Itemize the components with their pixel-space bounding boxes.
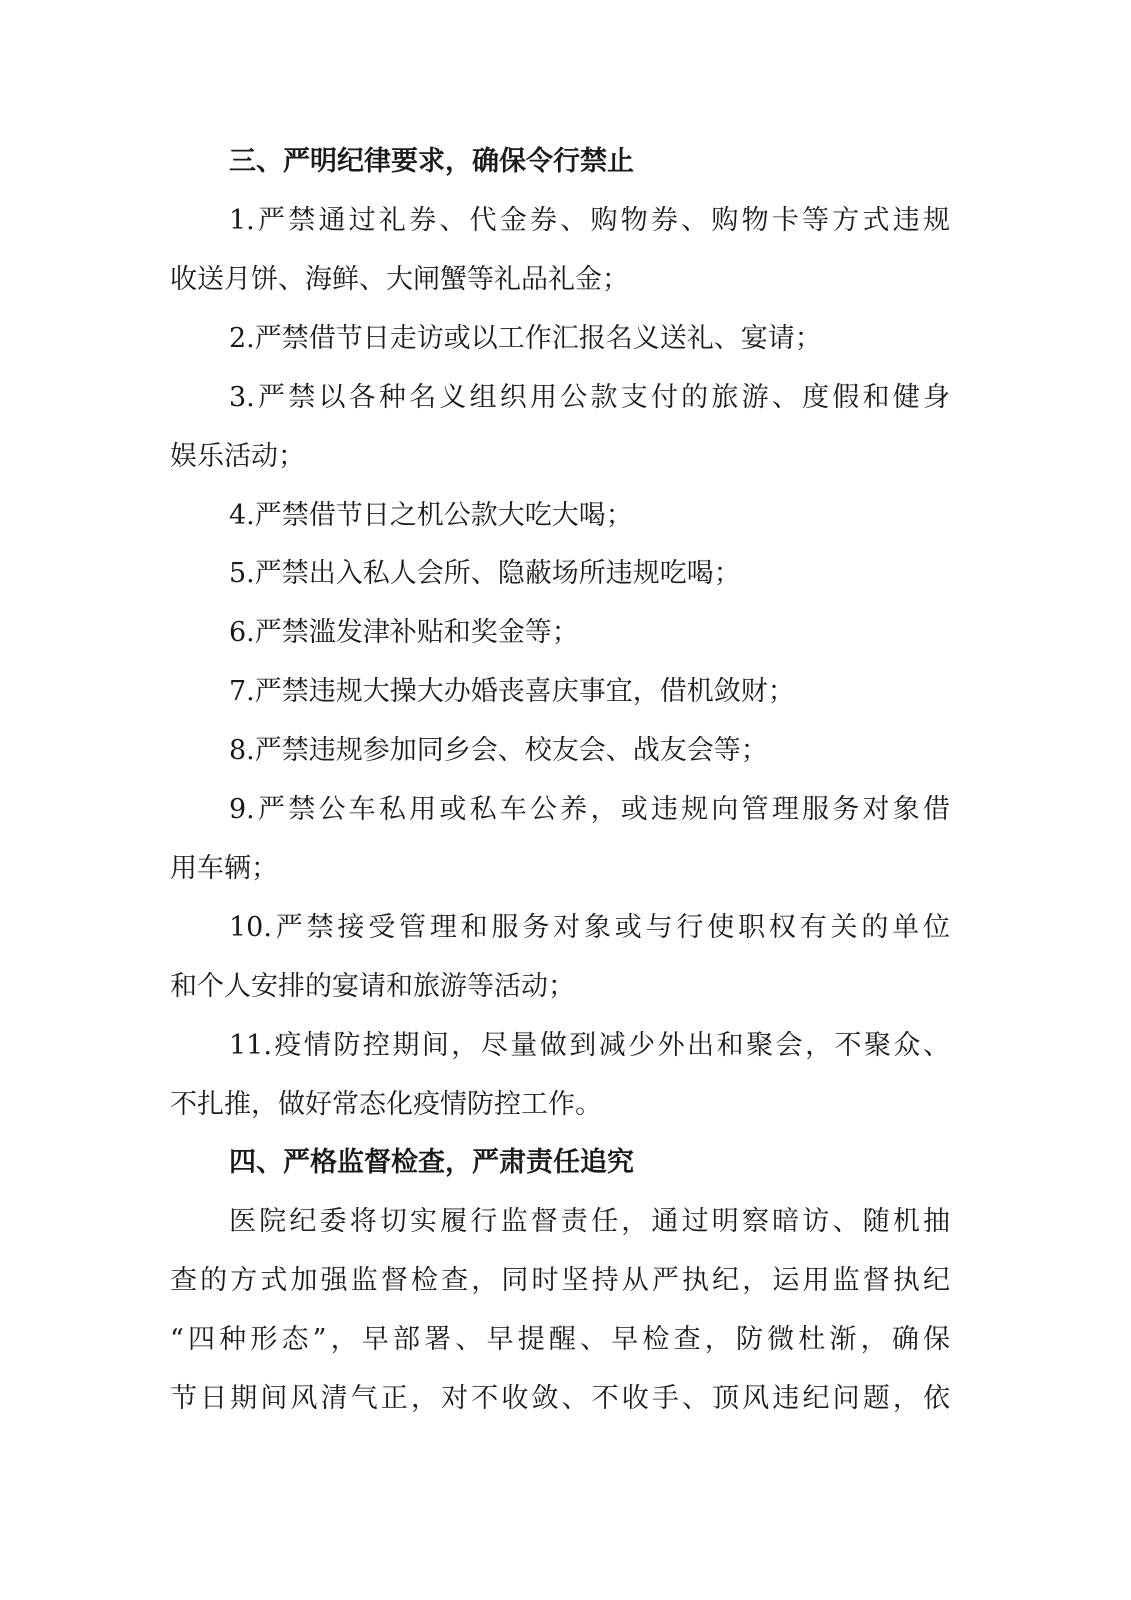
item-2-line-1: 2.严禁借节日走访或以工作汇报名义送礼、宴请； — [229, 323, 822, 354]
item-8-line-1: 8.严禁违规参加同乡会、校友会、战友会等； — [229, 735, 768, 766]
section-4-paragraph-line-1: 医院纪委将切实履行监督责任，通过明察暗访、随机抽 — [229, 1206, 950, 1237]
item-4-line-1: 4.严禁借节日之机公款大吃大喝； — [229, 500, 633, 531]
item-5-line-1: 5.严禁出入私人会所、隐蔽场所违规吃喝； — [229, 558, 741, 589]
item-11-line-2: 不扎推，做好常态化疫情防控工作。 — [170, 1089, 602, 1120]
item-11-line-1: 11.疫情防控期间，尽量做到减少外出和聚会，不聚众、 — [229, 1030, 950, 1061]
item-10-line-1: 10.严禁接受管理和服务对象或与行使职权有关的单位 — [229, 912, 950, 943]
section-4-paragraph-line-3: “四种形态”，早部署、早提醒、早检查，防微杜渐，确保 — [170, 1324, 950, 1355]
item-3-line-2: 娱乐活动； — [170, 441, 305, 472]
item-9-line-2: 用车辆； — [170, 853, 278, 884]
item-1-line-1: 1.严禁通过礼券、代金券、购物券、购物卡等方式违规 — [229, 205, 950, 236]
item-1-line-2: 收送月饼、海鲜、大闸蟹等礼品礼金； — [170, 264, 629, 295]
section-4-paragraph-line-4: 节日期间风清气正，对不收敛、不收手、顶风违纪问题，依 — [170, 1383, 950, 1414]
item-9-line-1: 9.严禁公车私用或私车公养，或违规向管理服务对象借 — [229, 794, 950, 825]
section-4-paragraph-line-2: 查的方式加强监督检查，同时坚持从严执纪，运用监督执纪 — [170, 1265, 950, 1296]
item-10-line-2: 和个人安排的宴请和旅游等活动； — [170, 971, 575, 1002]
item-3-line-1: 3.严禁以各种名义组织用公款支付的旅游、度假和健身 — [229, 382, 950, 413]
section-3-heading: 三、严明纪律要求，确保令行禁止 — [229, 146, 634, 177]
section-4-heading: 四、严格监督检查，严肃责任追究 — [229, 1147, 634, 1178]
item-6-line-1: 6.严禁滥发津补贴和奖金等； — [229, 617, 579, 648]
item-7-line-1: 7.严禁违规大操大办婚丧喜庆事宜，借机敛财； — [229, 676, 795, 707]
